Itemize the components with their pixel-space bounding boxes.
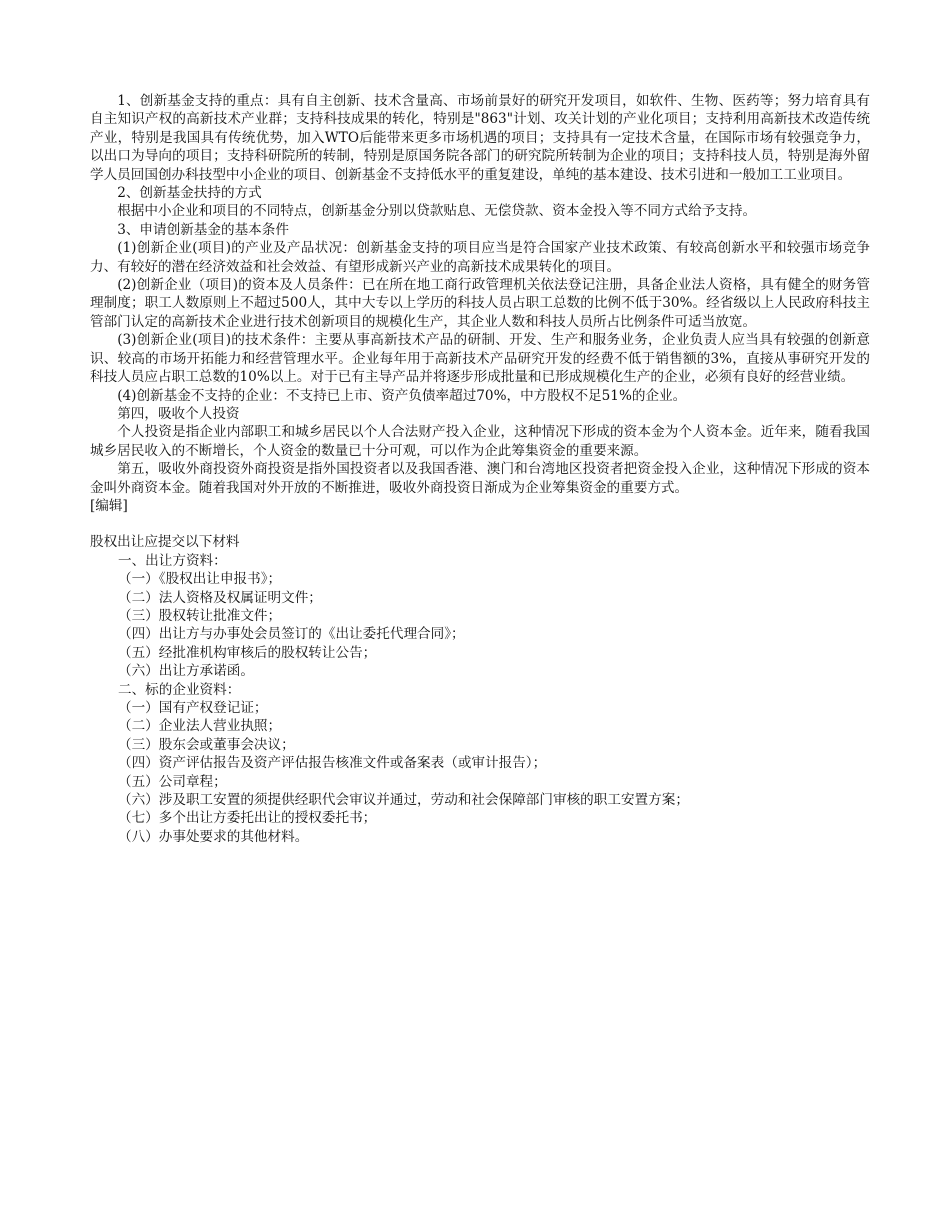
section2-item: （一）国有产权登记证； [118,700,268,716]
paragraph-basic-conditions-heading: 3、申请创新基金的基本条件 [117,221,289,238]
section1-item: （六）出让方承诺函。 [118,663,254,680]
section1-title: 一、出让方资料： [118,552,227,569]
document-page [90,92,870,846]
section-spacer [90,515,870,533]
section1-item: （一）《股权出让申报书》； [118,571,282,588]
paragraph-innovation-fund-focus: 1、创新基金支持的重点：具有自主创新、技术含量高、市场前景好的研究开发项目，如软件、生物、医药等；努力培育具有自主知识产权的高新技术产业群；支持科技成果的转化，特别是"863"计划、攻关计划的产业化项目；支持利用高新技术改造传统产业，特别是我国具有传统优势，加入WTO后能带来更多市场机遇的项目；支持具有一定技术含量，在国际市场有较强竞争力，以出口为导向的项目；支持科研院所的转制，特别是原国务院各部门的研究院所转制为企业的项目；支持科技人员，特别是海外留学人员回国创办科技型中小企业的项目、创新基金不支持低水平的重复建设，单纯的基本建设、技术引进和一般加工工业项目。 [90,93,870,183]
section2-item: （六）涉及职工安置的须提供经职代会审议并通过，劳动和社会保障部门审核的职工安置方案； [118,792,689,809]
section2-item: （八）办事处要求的其他材料。 [118,828,309,845]
section1-item: （二）法人资格及权属证明文件； [118,589,322,606]
paragraph-personal-investment-heading: 第四，吸收个人投资 [117,405,240,422]
section2-item: （三）股东会或董事会决议； [118,736,295,753]
materials-title: 股权出让应提交以下材料 [90,534,240,551]
section2-item: （七）多个出让方委托出让的授权委托书； [118,810,377,827]
edit-link[interactable]: [编辑] [90,497,128,514]
paragraph-condition-2: (2)创新企业（项目)的资本及人员条件：已在所在地工商行政管理机关依法登记注册，具备企业法人资格，具有健全的财务管理制度；职工人数原则上不超过500人，其中大专以上学历的科技人员占职工总数的比例不低于30%。经省级以上人民政府科技主管部门认定的高新技术企业进行技术创新项目的规模化生产，其企业人数和科技人员所占比例条件可适当放宽。 [90,277,870,330]
section1-item: （四）出让方与办事处会员签订的《出让委托代理合同》； [118,626,465,643]
paragraph-condition-1: (1)创新企业(项目)的产业及产品状况：创新基金支持的项目应当是符合国家产业技术政策、有较高创新水平和较强市场竞争力、有较好的潜在经济效益和社会效益、有望形成新兴产业的高新技术成果转化的项目。 [90,240,870,275]
section2-item: （二）企业法人营业执照； [118,718,282,735]
section1-item: （三）股权转让批准文件； [118,607,282,624]
paragraph-support-method: 根据中小企业和项目的不同特点，创新基金分别以贷款贴息、无偿贷款、资本金投入等不同方式给予支持。 [117,203,757,220]
section1-item: （五）经批准机构审核后的股权转让公告； [118,644,377,661]
paragraph-condition-4: (4)创新基金不支持的企业：不支持已上市、资产负债率超过70%，中方股权不足51%的企业。 [117,387,687,404]
section2-item: （五）公司章程； [118,773,227,790]
paragraph-condition-3: (3)创新企业(项目)的技术条件：主要从事高新技术产品的研制、开发、生产和服务业务，企业负责人应当具有较强的创新意识、较高的市场开拓能力和经营管理水平。企业每年用于高新技术产品研究开发的经费不低于销售额的3%，直接从事研究开发的科技人员应占职工总数的10%以上。对于已有主导产品并将逐步形成批量和已形成规模化生产的企业，必须有良好的经营业绩。 [90,332,870,386]
paragraph-support-method-heading: 2、创新基金扶持的方式 [117,185,262,202]
section2-item: （四）资产评估报告及资产评估报告核准文件或备案表（或审计报告）； [118,755,547,772]
paragraph-personal-investment: 个人投资是指企业内部职工和城乡居民以个人合法财产投入企业，这种情况下形成的资本金为个人资本金。近年来，随看我国城乡居民收入的不断增长，个人资金的数量已十分可观，可以作为企此筹集资金的重要来源。 [90,424,870,459]
paragraph-foreign-investment: 第五，吸收外商投资外商投资是指外国投资者以及我国香港、澳门和台湾地区投资者把资金投入企业，这种情况下形成的资本金叫外商资本金。随着我国对外开放的不断推进，吸收外商投资日渐成为企业筹集资金的重要方式。 [90,461,870,496]
section2-title: 二、标的企业资料： [118,681,241,698]
